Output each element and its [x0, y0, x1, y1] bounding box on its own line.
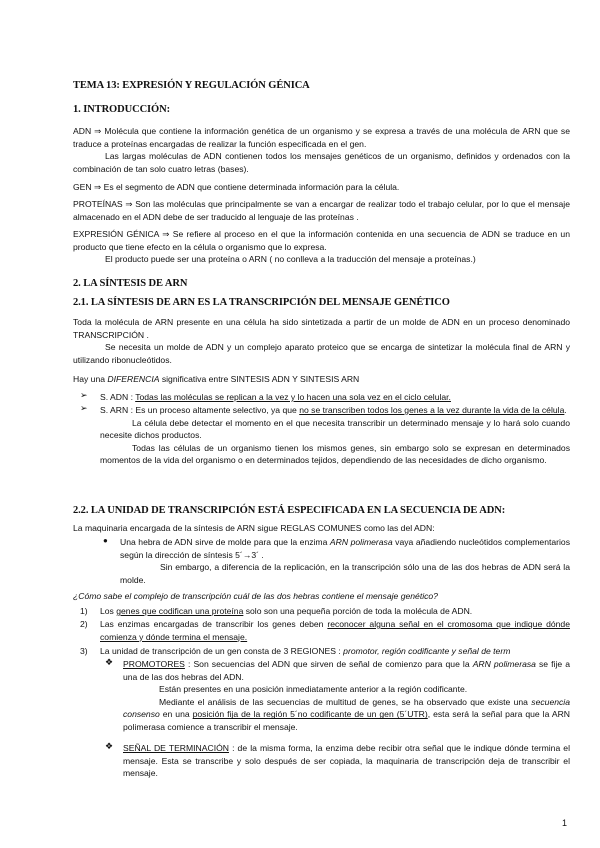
- document-title: TEMA 13: EXPRESIÓN Y REGULACIÓN GÉNICA: [73, 80, 310, 91]
- promotores-text: : Son secuencias del ADN que sirven de señal de comienzo para que la: [184, 659, 473, 669]
- numbered-item-1-number: 1): [80, 606, 88, 616]
- item-2-prefix: Las enzimas encargadas de transcribir los genes deben: [100, 619, 328, 629]
- sintesis-arn-paragraph-2: La célula debe detectar el momento en el que necesita transcribir un determinado mensaje y lo hará solo cuando necesite dichos productos.: [100, 417, 570, 441]
- molde-paragraph-2: Sin embargo, a diferencia de la replicación, en la transcripción sólo una de las dos hebras de ADN será la molde.: [120, 562, 570, 585]
- adn-definition: [73, 125, 570, 175]
- dot-bullet-icon: ●: [103, 536, 108, 545]
- proteinas-definition: PROTEÍNAS ⇒ Son las moléculas que principalmente se van a encargar de realizar todo el trabajo celular, por lo que el mensaje almacenado en el ADN debe de ser traducido al lenguaje de las proteínas .: [73, 199, 570, 222]
- sintesis-arn-item: [100, 404, 570, 467]
- sintesis-adn-underlined: Todas las moléculas se replican a la vez y lo hacen una sola vez en el ciclo celular.: [135, 392, 451, 402]
- numbered-item-3: [100, 645, 570, 658]
- adn-paragraph-2: Las largas moléculas de ADN contienen todos los mensajes genéticos de un organismo, definidos y ordenados con la combinación de tan solo cuatro letras (bases).: [73, 151, 570, 174]
- arrow-bullet-icon: ➢: [80, 403, 88, 413]
- terminacion-text: : de la misma forma, la enzima debe recibir otra señal que le indique dónde termina el mensaje. Esta se transcribe y solo después de ser copiada, la maquinaria de transcripción deja de transcribir el mensaje.: [123, 743, 570, 779]
- promotores-p3-suffix: , esta será la señal para que la ARN polimerasa comience a transcribir el mensaje.: [123, 709, 570, 732]
- section-2-1-body: [73, 316, 570, 366]
- molde-prefix: Una hebra de ADN sirve de molde para que la enzima: [120, 537, 330, 547]
- item-3-regions: promotor, región codificante y señal de term: [343, 646, 511, 656]
- sintesis-arn-period: .: [564, 405, 567, 415]
- section-2-2-intro: La maquinaria encargada de la síntesis de ARN sigue REGLAS COMUNES como las del ADN:: [73, 523, 435, 533]
- section-1-heading: 1. INTRODUCCIÓN:: [73, 104, 170, 115]
- gen-definition: GEN ⇒ Es el segmento de ADN que contiene determinada información para la célula.: [73, 182, 400, 192]
- expresion-genica-definition: [73, 228, 570, 266]
- section-2-2-heading: 2.2. LA UNIDAD DE TRANSCRIPCIÓN ESTÁ ESPECIFICADA EN LA SECUENCIA DE ADN:: [73, 505, 506, 516]
- terminacion-label: SEÑAL DE TERMINACIÓN: [123, 743, 229, 753]
- promotores-enzyme: ARN polimerasa: [472, 659, 536, 669]
- sintesis-arn-line: [100, 404, 570, 417]
- promotores-paragraph-2: Están presentes en una posición inmediatamente anterior a la región codificante.: [159, 684, 468, 695]
- section-2-1-paragraph-1: Toda la molécula de ARN presente en una célula ha sido sintetizada a partir de un molde de ADN en un proceso denominado TRANSCRIPCIÓN .: [73, 317, 570, 340]
- terminacion-item: [123, 742, 570, 780]
- adn-definition-text: ADN ⇒ Molécula que contiene la información genética de un organismo y se expresa a través de una molécula de ARN que se traduce a proteínas encargadas de realizar la función especificada en el gen.: [73, 126, 570, 149]
- promotores-line: [123, 658, 570, 683]
- diamond-bullet-icon: ❖: [105, 657, 114, 667]
- diferencia-line: [73, 373, 570, 386]
- secuencia-consenso: secuencia consenso: [123, 696, 570, 720]
- diferencia-emphasis: DIFERENCIA: [107, 374, 160, 384]
- question-line: ¿Cómo sabe el complejo de transcripción cuál de las dos hebras contiene el mensaje genético?: [73, 591, 438, 601]
- section-2-1-heading: 2.1. LA SÍNTESIS DE ARN ES LA TRANSCRIPCIÓN DEL MENSAJE GENÉTICO: [73, 297, 450, 308]
- arrow-bullet-icon: ➢: [80, 390, 88, 400]
- posicion-fija-underlined: posición fija de la región 5´no codificante de un gen (5´UTR): [192, 709, 428, 720]
- promotores-paragraph-3: [123, 696, 570, 734]
- sintesis-adn-item: [100, 391, 570, 404]
- sintesis-arn-underlined: no se transcriben todos los genes a la vez durante la vida de la célula: [299, 405, 565, 415]
- diferencia-prefix: Hay una: [73, 374, 108, 384]
- promotores-item: [123, 658, 570, 734]
- numbered-item-2-number: 2): [80, 619, 88, 629]
- molde-line: [120, 536, 570, 561]
- promotores-p3-prefix: Mediante el análisis de las secuencias de multitud de genes, se ha observado que existe una: [159, 696, 532, 707]
- molde-suffix: vaya añadiendo nucleótidos complementarios según la dirección de síntesis 5´→3´ .: [120, 537, 570, 560]
- numbered-item-1: [100, 605, 570, 618]
- promotores-label: PROMOTORES: [123, 659, 185, 669]
- sintesis-arn-paragraph-3: Todas las células de un organismo tienen los mismos genes, sin embargo solo se expresan en determinados momentos de la vida del organismo o en determinados tejidos, dependiendo de las necesidades de dicho organismo.: [100, 442, 570, 466]
- expresion-genica-text: EXPRESIÓN GÉNICA ⇒ Se refiere al proceso en el que la información contenida en una secuencia de ADN se traduce en un producto que tiene efecto en la célula o organismo que lo expresa.: [73, 229, 570, 252]
- diferencia-suffix: significativa entre SINTESIS ADN Y SINTESIS ARN: [159, 374, 360, 384]
- molde-enzyme: ARN polimerasa: [329, 537, 393, 547]
- item-3-prefix: La unidad de transcripción de un gen consta de 3 REGIONES :: [100, 646, 344, 656]
- item-1-prefix: Los: [100, 606, 117, 616]
- section-2-heading: 2. LA SÍNTESIS DE ARN: [73, 278, 188, 289]
- sintesis-adn-label: S. ADN :: [100, 392, 136, 402]
- expresion-genica-paragraph-2: El producto puede ser una proteína o ARN ( no conlleva a la traducción del mensaje a proteínas.): [105, 254, 476, 265]
- promotores-p3-mid: en una: [159, 709, 193, 720]
- molde-item: [120, 536, 570, 586]
- sintesis-arn-label: S. ARN : Es un proceso altamente selectivo, ya que: [100, 405, 300, 415]
- page-number: 1: [562, 818, 568, 828]
- diamond-bullet-icon: ❖: [105, 741, 114, 751]
- promotores-text-end: se fije a una de las dos hebras del ADN.: [123, 659, 570, 682]
- section-2-1-paragraph-2: Se necesita un molde de ADN y un complejo aparato proteico que se encarga de sintetizar la molécula final de ARN y utilizando ribonucleótidos.: [73, 342, 570, 365]
- item-1-suffix: solo son una pequeña porción de toda la molécula de ADN.: [243, 606, 473, 616]
- numbered-item-2: [100, 618, 570, 643]
- numbered-item-3-number: 3): [80, 646, 88, 656]
- item-2-underlined: reconocer alguna señal en el cromosoma que indique dónde comienza y dónde termina el mensaje.: [100, 619, 570, 642]
- item-1-underlined: genes que codifican una proteína: [116, 606, 244, 616]
